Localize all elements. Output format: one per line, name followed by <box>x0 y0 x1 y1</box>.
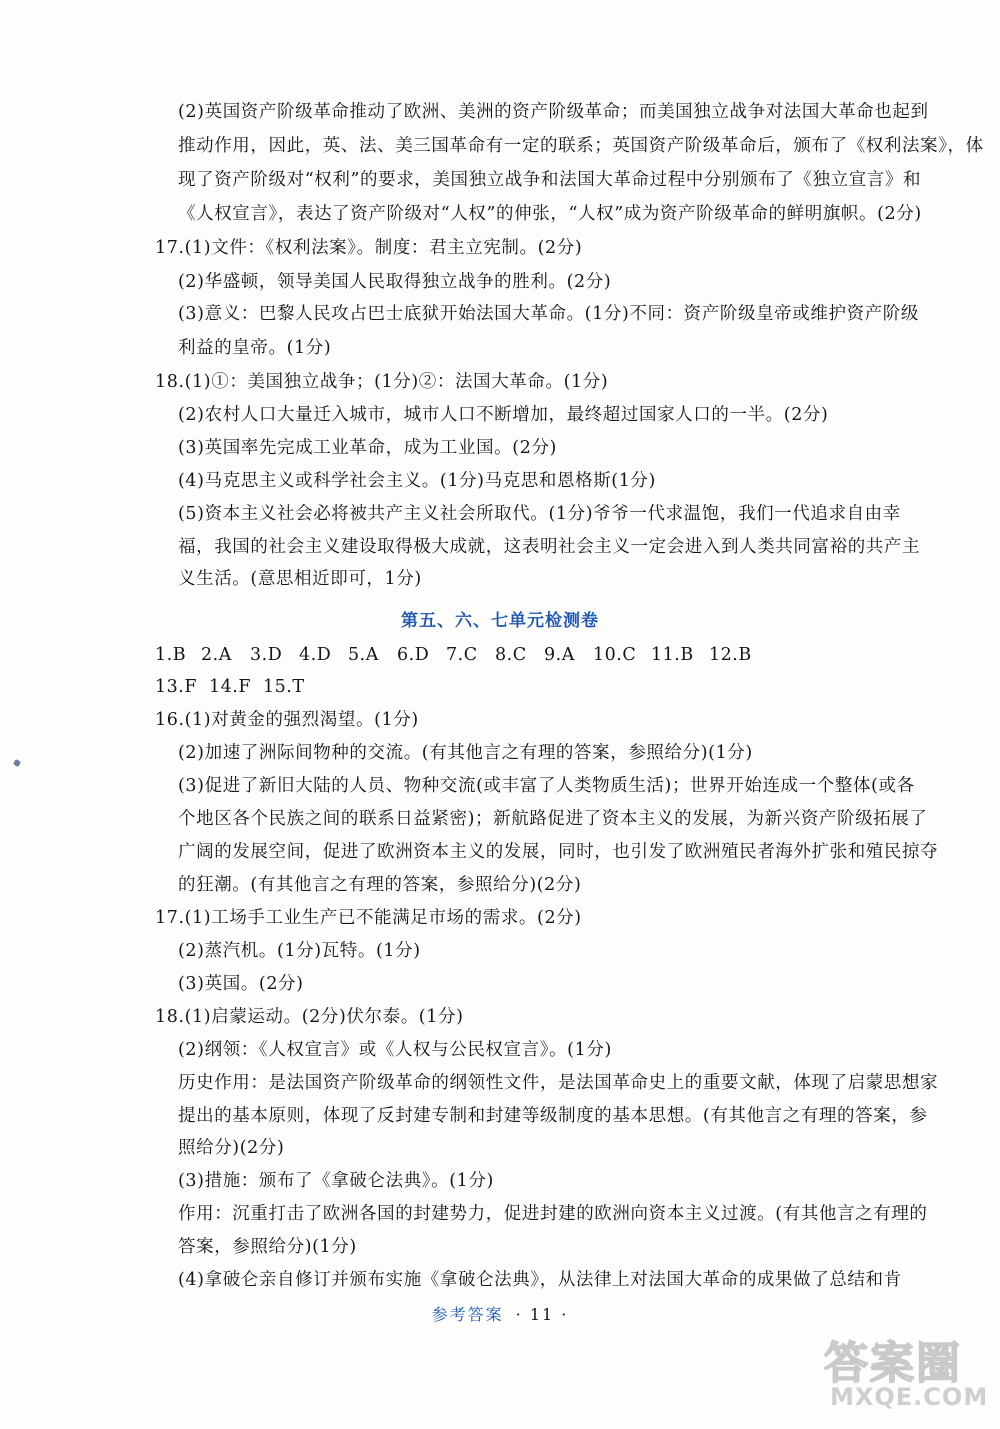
answer-line: 现了资产阶级对“权利”的要求，美国独立战争和法国大革命过程中分别颁布了《独立宣言》和 <box>178 170 922 190</box>
choice-answer: 9.A <box>544 645 575 665</box>
choice-answer: 4.D <box>299 645 332 665</box>
answer-line: (3)意义：巴黎人民攻占巴士底狱开始法国大革命。(1分)不同：资产阶级皇帝或维护资产阶级 <box>178 304 919 324</box>
question-line-18: 18.(1)启蒙运动。(2分)伏尔泰。(1分) <box>155 1007 464 1027</box>
answer-line: 《人权宣言》，表达了资产阶级对“人权”的伸张，“人权”成为资产阶级革命的鲜明旗帜。(2分) <box>178 204 922 224</box>
answer-line: 利益的皇帝。(1分) <box>178 338 332 358</box>
choice-answer: 6.D <box>397 645 430 665</box>
answer-line: (2)农村人口大量迁入城市，城市人口不断增加，最终超过国家人口的一半。(2分) <box>178 405 829 425</box>
answer-line: 的狂潮。(有其他言之有理的答案，参照给分)(2分) <box>178 875 582 895</box>
answer-line: (4)马克思主义或科学社会主义。(1分)马克思和恩格斯(1分) <box>178 471 656 491</box>
choice-answer: 7.C <box>446 645 478 665</box>
watermark-logo <box>824 1327 989 1417</box>
watermark-text: 答案圈 <box>824 1338 962 1389</box>
question-line-17: 17.(1)工场手工业生产已不能满足市场的需求。(2分) <box>155 908 582 928</box>
answer-line: (3)措施：颁布了《拿破仑法典》。(1分) <box>178 1171 494 1191</box>
choice-answer: 1.B <box>155 645 187 665</box>
answer-line: 照给分)(2分) <box>178 1138 285 1158</box>
footer-label: 参考答案 <box>431 1305 504 1324</box>
answer-line: 义生活。(意思相近即可，1分) <box>178 569 422 589</box>
answer-line: 个地区各个民族之间的联系日益紧密)；新航路促进了资本主义的发展，为新兴资产阶级拓展了 <box>178 809 928 829</box>
choice-answer: 14.F <box>209 677 251 697</box>
answer-line: 福，我国的社会主义建设取得极大成就，这表明社会主义一定会进入到人类共同富裕的共产主 <box>178 537 921 557</box>
choice-answer: 2.A <box>201 645 232 665</box>
choice-answer: 10.C <box>593 645 637 665</box>
section-title: 第五、六、七单元检测卷 <box>401 611 599 631</box>
choice-answer: 3.D <box>250 645 283 665</box>
answer-line: (2)纲领：《人权宣言》或《人权与公民权宣言》。(1分) <box>178 1040 612 1060</box>
scan-mark <box>13 759 21 767</box>
answer-line: (2)加速了洲际间物种的交流。(有其他言之有理的答案，参照给分)(1分) <box>178 743 753 763</box>
choice-answer: 8.C <box>495 645 527 665</box>
answer-line: (2)蒸汽机。(1分)瓦特。(1分) <box>178 941 421 961</box>
question-line-17: 17.(1)文件：《权利法案》。制度：君主立宪制。(2分) <box>155 238 583 258</box>
answer-line: (4)拿破仑亲自修订并颁布实施《拿破仑法典》，从法律上对法国大革命的成果做了总结和肯 <box>178 1270 902 1290</box>
choice-answer: 12.B <box>709 645 752 665</box>
answer-line: 提出的基本原则，体现了反封建专制和封建等级制度的基本思想。(有其他言之有理的答案，参 <box>178 1106 928 1126</box>
answer-line: (5)资本主义社会必将被共产主义社会所取代。(1分)爷爷一代求温饱，我们一代追求自由幸 <box>178 504 901 524</box>
answer-line: 广阔的发展空间，促进了欧洲资本主义的发展，同时，也引发了欧洲殖民者海外扩张和殖民掠夺 <box>178 842 939 862</box>
answer-line: 历史作用：是法国资产阶级革命的纲领性文件，是法国革命史上的重要文献，体现了启蒙思想家 <box>178 1073 939 1093</box>
question-line-16: 16.(1)对黄金的强烈渴望。(1分) <box>155 710 419 730</box>
answer-line: 推动作用，因此，英、法、美三国革命有一定的联系；英国资产阶级革命后，颁布了《权利法案》，体 <box>178 136 984 156</box>
choice-answer: 5.A <box>348 645 379 665</box>
answer-line: (2)英国资产阶级革命推动了欧洲、美洲的资产阶级革命；而美国独立战争对法国大革命也起到 <box>178 102 929 122</box>
page-footer <box>0 1302 1000 1325</box>
choice-answer: 15.T <box>263 677 305 697</box>
answer-line: (3)促进了新旧大陆的人员、物种交流(或丰富了人类物质生活)；世界开始连成一个整体(或各 <box>178 776 915 796</box>
choice-answer: 11.B <box>651 645 694 665</box>
watermark-url: MXQE.COM <box>830 1383 989 1411</box>
answer-line: 答案，参照给分)(1分) <box>178 1237 357 1257</box>
answer-line: (2)华盛顿，领导美国人民取得独立战争的胜利。(2分) <box>178 272 612 292</box>
answer-line: (3)英国率先完成工业革命，成为工业国。(2分) <box>178 438 557 458</box>
answer-line: 作用：沉重打击了欧洲各国的封建势力，促进封建的欧洲向资本主义过渡。(有其他言之有理的 <box>178 1204 928 1224</box>
question-line-18: 18.(1)①：美国独立战争；(1分)②：法国大革命。(1分) <box>155 372 609 392</box>
page-number: · 11 · <box>515 1305 569 1324</box>
choice-answer: 13.F <box>155 677 197 697</box>
answer-line: (3)英国。(2分) <box>178 974 304 994</box>
